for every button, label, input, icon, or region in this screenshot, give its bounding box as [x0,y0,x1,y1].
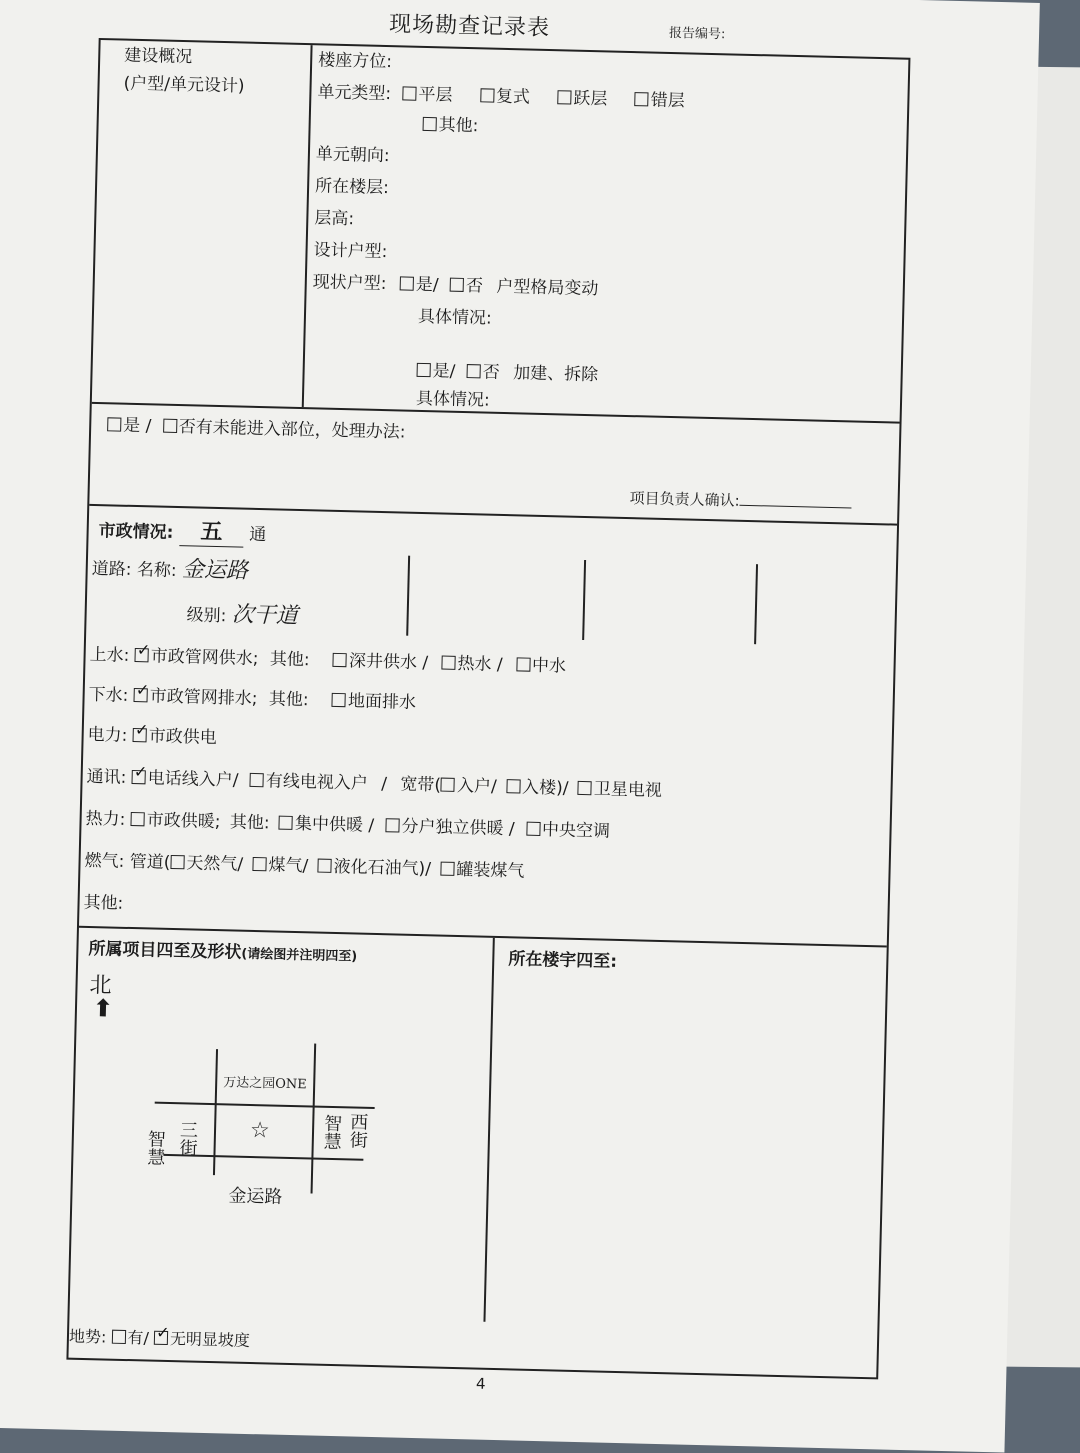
checkbox[interactable] [111,1330,125,1344]
inaccessible-field [107,410,406,442]
option-label: 无明显坡度 [169,1329,251,1351]
water-supply-field [89,640,566,677]
project-boundaries-note: (请绘图并注明四至) [241,946,358,965]
checkbox[interactable] [402,86,416,100]
checkbox[interactable] [516,657,530,671]
other-label: 其他: [229,812,270,834]
north-label: 北 [89,973,112,999]
municipal-value[interactable]: 五 [179,514,244,548]
heating-field [85,804,610,842]
map-east-road-1: 智慧 [320,1113,343,1151]
option-label: 罐装煤气 [456,859,525,882]
option-label: 地面排水 [347,691,417,713]
road-level-field [186,596,298,630]
unit-type-other[interactable] [422,110,478,136]
page-title: 现场勘查记录表 [388,12,551,41]
inaccessible-section [89,404,899,526]
other-label: 其他: [268,689,309,711]
map-road-line [311,1044,317,1194]
option-label: 有/ [127,1328,150,1348]
checkbox[interactable] [635,92,649,106]
project-boundaries-label: 所属项目四至及形状 [88,938,242,963]
map-west-road-2: 三街 [176,1120,199,1157]
option-label: 市政供暖; [146,810,221,833]
power-field [87,720,217,748]
option-label: 热水 / [457,653,503,676]
checkbox[interactable] [557,90,571,104]
gas-label: 燃气: [84,850,125,872]
power-label: 电力: [87,724,128,746]
checkbox[interactable] [279,816,293,830]
north-arrow-icon: ⬆ [92,994,114,1023]
road-level-label: 级别: [186,605,227,627]
layout-change-text: 户型格局变动 [496,276,599,300]
map-road-line [155,1102,375,1109]
road-name-label: 名称: [136,560,177,582]
height-field: 层高: [314,208,355,230]
checkbox[interactable] [250,773,264,787]
checkbox[interactable] [132,770,146,784]
option-label: 深井供水 / [348,651,429,674]
road-label: 道路: [91,558,132,580]
addition-field [416,356,598,385]
unit-type-duplex[interactable] [480,86,530,107]
addition-details-label: 具体情况: [415,388,490,411]
survey-form [66,38,910,1379]
option[interactable] [516,655,566,676]
checkbox[interactable] [135,648,149,662]
page-number: 4 [475,1374,486,1393]
column-divider [582,560,586,640]
gas-field [84,846,524,882]
option-label: 市政管网供水; [150,646,259,670]
other-label: 其他: [269,649,310,671]
map-north-road: 万达之园ONE [223,1075,307,1093]
option-label: 是/ [415,274,439,296]
terrain-yes[interactable] [111,1328,149,1348]
drainage-field [88,680,416,713]
option-label: 卫星电视 [593,779,663,801]
option-label: 中水 [531,655,567,677]
road-level-value[interactable]: 次干道 [231,602,299,629]
map-east-road-2: 西街 [346,1112,369,1149]
unit-type-label: 单元类型: [317,82,392,105]
municipal-label: 市政情况: [98,521,174,543]
terrain-label: 地势: [68,1326,107,1347]
checkbox[interactable] [423,117,437,131]
report-number-label: 报告编号: [668,25,726,43]
checkbox[interactable] [134,688,148,702]
checkbox[interactable] [131,812,145,826]
design-layout-field: 设计户型: [313,240,388,263]
option-label: 否 [465,276,484,297]
boundaries-section [68,928,886,1378]
checkbox[interactable] [578,781,592,795]
option-label: 否 [482,362,501,383]
option-label: 市政管网排水; [149,686,258,710]
checkbox[interactable] [441,778,455,792]
road-name-field [91,550,248,585]
manager-confirm [629,487,852,513]
option-label: 液化石油气)/ [333,856,432,880]
current-layout-label: 现状户型: [312,272,387,295]
inaccessible-no[interactable] [163,417,406,443]
option-label: 其他: [438,115,479,137]
telecom-label: 通讯: [86,766,127,788]
unit-type-loft[interactable] [557,88,607,109]
option[interactable] [332,691,416,713]
option-label: 入楼)/ [521,777,569,799]
unit-type-field [317,77,685,111]
building-boundaries-title: 所在楼宇四至: [508,949,618,972]
option-label: 否有未能进入部位，处理办法: [178,417,406,443]
checkbox[interactable] [163,419,177,433]
option-label: 分户独立供暖 / [401,816,515,840]
checkbox[interactable] [526,822,540,836]
water-supply-label: 上水: [89,644,130,666]
option-label: 集中供暖 / [294,813,375,836]
checkbox[interactable] [170,855,184,869]
overview-label-cell [92,40,313,407]
unit-type-flat[interactable] [402,84,452,105]
checkbox[interactable] [333,653,347,667]
building-overview-section [92,40,909,424]
overview-fields [304,45,909,421]
addition-no[interactable] [467,362,500,383]
checkbox[interactable] [317,859,331,873]
telecom-field [86,762,662,801]
current-layout-field [313,267,599,299]
checkbox[interactable] [385,818,399,832]
checkbox[interactable] [252,857,266,871]
option-label: 平层 [418,84,453,106]
pipe-label: 管道( [129,851,171,873]
overview-subtitle: (户型/单元设计) [123,73,245,97]
option-label: 是 / [122,415,152,437]
map-west-road-1: 智慧 [144,1129,167,1166]
layout-details-label: 具体情况: [417,306,492,329]
checkbox[interactable] [107,417,121,431]
checkbox[interactable] [450,278,464,292]
option-label: 电话线入户/ [147,768,239,791]
terrain-field [69,1312,878,1367]
map-south-road: 金运路 [228,1185,283,1208]
addition-yes[interactable] [416,361,455,382]
road-name-value[interactable]: 金运路 [181,557,249,584]
option-label: 是/ [432,361,456,382]
drainage-label: 下水: [88,684,129,706]
checkbox[interactable] [506,779,520,793]
unit-type-split[interactable] [634,90,684,111]
checkbox[interactable] [133,728,147,742]
separator: / [381,774,388,795]
checkbox[interactable] [154,1331,168,1345]
layout-change-yes[interactable] [400,274,439,295]
option-label: 煤气/ [268,855,309,877]
checkbox[interactable] [441,656,455,670]
project-boundaries-title [88,934,357,966]
option-label: 错层 [650,90,685,112]
boundaries-divider [483,938,494,1322]
unit-facing-field: 单元朝向: [315,144,390,167]
municipal-other-field: 其他: [83,892,124,914]
option[interactable] [441,654,503,675]
addition-text: 加建、拆除 [512,363,599,386]
option-label: 市政供电 [148,726,218,749]
municipal-suffix: 通 [249,524,267,546]
floor-field: 所在楼层: [314,176,390,199]
terrain-no[interactable] [154,1329,250,1350]
option-label: 天然气/ [186,853,244,875]
confirm-label: 项目负责人确认: [629,489,740,510]
checkbox[interactable] [480,88,494,102]
checkbox[interactable] [400,276,414,290]
orientation-field: 楼座方位: [317,50,393,73]
checkbox[interactable] [440,862,454,876]
broadband-label: 宽带( [400,774,442,796]
checkbox[interactable] [332,693,346,707]
confirm-signature-line[interactable] [740,505,852,509]
layout-change-no[interactable] [450,276,483,297]
overview-title: 建设概况 [124,45,193,68]
option-label: 复式 [495,86,531,108]
checkbox[interactable] [467,364,481,378]
map-subject-star-icon: ☆ [249,1117,271,1144]
option-label: 中央空调 [541,820,611,842]
option-label: 跃层 [573,88,608,110]
option-label: 有线电视入户 [265,771,369,794]
column-divider [754,564,758,644]
option-label: 入户/ [456,775,497,797]
heating-label: 热力: [85,808,126,830]
checkbox[interactable] [417,363,431,377]
column-divider [406,556,410,636]
option[interactable] [333,651,429,673]
inaccessible-yes[interactable] [107,415,152,436]
municipal-section [79,506,897,948]
municipal-field [98,512,266,548]
